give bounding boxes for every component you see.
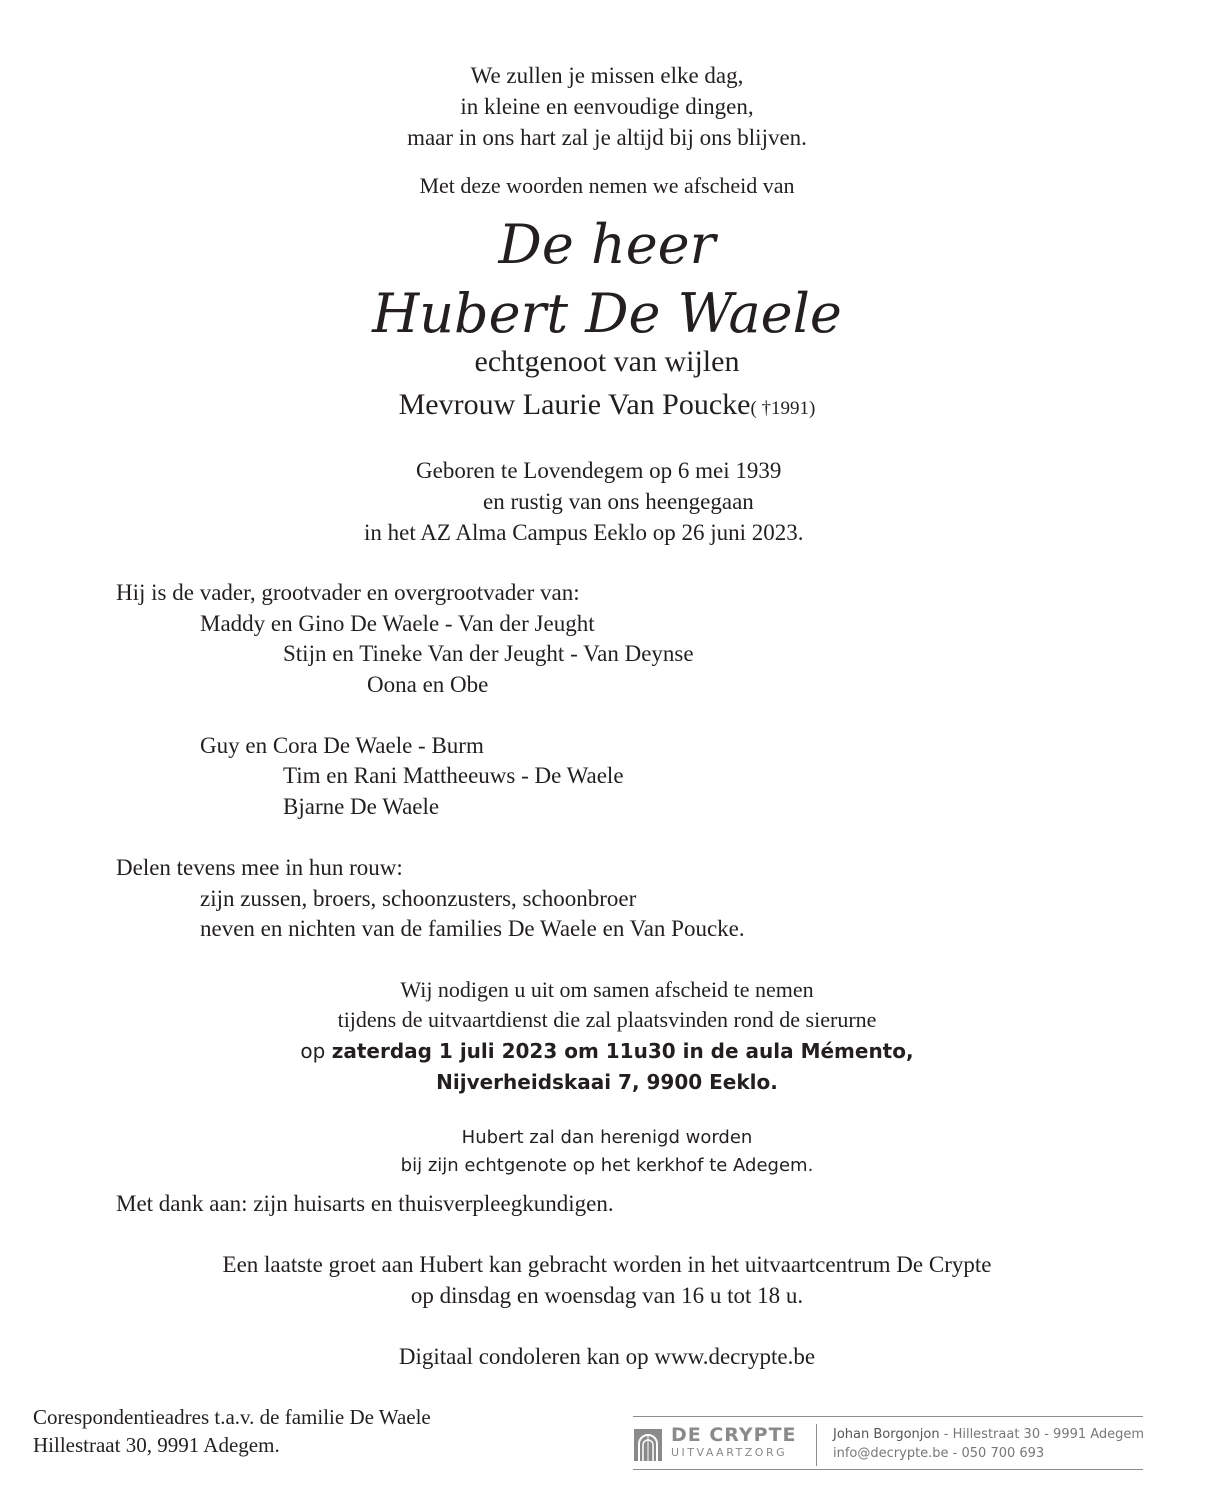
contact-address: - Hillestraat 30 - 9991 Adegem	[939, 1427, 1145, 1442]
mourning-line-1: zijn zussen, broers, schoonzusters, schoonbroer	[200, 886, 637, 911]
invite-address: Nijverheidskaai 7, 9900 Eeklo.	[436, 1070, 778, 1094]
funeral-home-logo	[633, 1418, 1143, 1470]
invite-line-2: tijdens de uitvaartdienst die zal plaatsvinden rond de sierurne	[337, 1007, 877, 1032]
spouse-name: Mevrouw Laurie Van Poucke	[398, 388, 751, 421]
mourning-intro: Delen tevens mee in hun rouw:	[116, 855, 403, 880]
title-honorific: De heer	[498, 213, 716, 276]
invite-line-3	[0, 1036, 1214, 1066]
birth-line-3: in het AZ Alma Campus Eeklo op 26 juni 2023.	[364, 520, 804, 545]
visit-line-1: Een laatste groet aan Hubert kan gebracht worden in het uitvaartcentrum De Crypte	[222, 1252, 992, 1277]
spouse-label: echtgenoot van wijlen	[474, 345, 740, 378]
poem-line-2: in kleine en eenvoudige dingen,	[460, 94, 754, 119]
reunion-line-1: Hubert zal dan herenigd worden	[461, 1127, 753, 1148]
birth-line-2: en rustig van ons heengegaan	[483, 489, 754, 514]
contact-line-2: info@decrypte.be - 050 700 693	[833, 1446, 1045, 1461]
contact-name: Johan Borgonjon	[833, 1427, 940, 1442]
thanks-text: Met dank aan: zijn huisarts en thuisverpleegkundigen.	[116, 1191, 614, 1216]
spouse-line	[0, 385, 1214, 429]
footer-top-rule	[633, 1416, 1143, 1417]
poem-line-1: We zullen je missen elke dag,	[470, 63, 744, 88]
correspondence-line-2: Hillestraat 30, 9991 Adegem.	[33, 1433, 280, 1457]
visit-line-2: op dinsdag en woensdag van 16 u tot 18 u.	[410, 1283, 804, 1308]
spouse-death: ( †1991)	[750, 398, 816, 419]
contact-line-1	[833, 1426, 1144, 1444]
family-intro: Hij is de vader, grootvader en overgrootvader van:	[116, 580, 580, 605]
correspondence-line-1: Corespondentieadres t.a.v. de familie De Waele	[33, 1405, 431, 1429]
intro-text: Met deze woorden nemen we afscheid van	[419, 173, 795, 198]
logo-tagline: UITVAARTZORG	[671, 1446, 788, 1459]
deceased-name: Hubert De Waele	[372, 282, 842, 345]
logo-name: DE CRYPTE	[671, 1424, 797, 1446]
condolence-text: Digitaal condoleren kan op www.decrypte.be	[398, 1344, 816, 1369]
reunion-line-2: bij zijn echtgenote op het kerkhof te Adegem.	[400, 1155, 814, 1176]
family-grandchild-3: Bjarne De Waele	[283, 794, 440, 819]
family-grandchild-1: Stijn en Tineke Van der Jeught - Van Deynse	[283, 641, 694, 666]
invite-line-1: Wij nodigen u uit om samen afscheid te nemen	[400, 977, 814, 1002]
birth-line-1: Geboren te Lovendegem op 6 mei 1939	[416, 458, 782, 483]
family-child-1: Maddy en Gino De Waele - Van der Jeught	[200, 611, 595, 636]
crypt-arch-icon	[633, 1428, 663, 1462]
poem-line-3: maar in ons hart zal je altijd bij ons blijven.	[407, 125, 807, 150]
mourning-line-2: neven en nichten van de families De Waele en Van Poucke.	[200, 916, 745, 941]
invite-prefix: op	[300, 1039, 332, 1063]
invite-date-location: zaterdag 1 juli 2023 om 11u30 in de aula Mémento,	[331, 1039, 914, 1063]
logo-divider	[816, 1424, 817, 1466]
family-child-2: Guy en Cora De Waele - Burm	[200, 733, 484, 758]
family-grandchild-2: Tim en Rani Mattheeuws - De Waele	[283, 763, 624, 788]
family-greatgrandchildren-1: Oona en Obe	[367, 672, 489, 697]
